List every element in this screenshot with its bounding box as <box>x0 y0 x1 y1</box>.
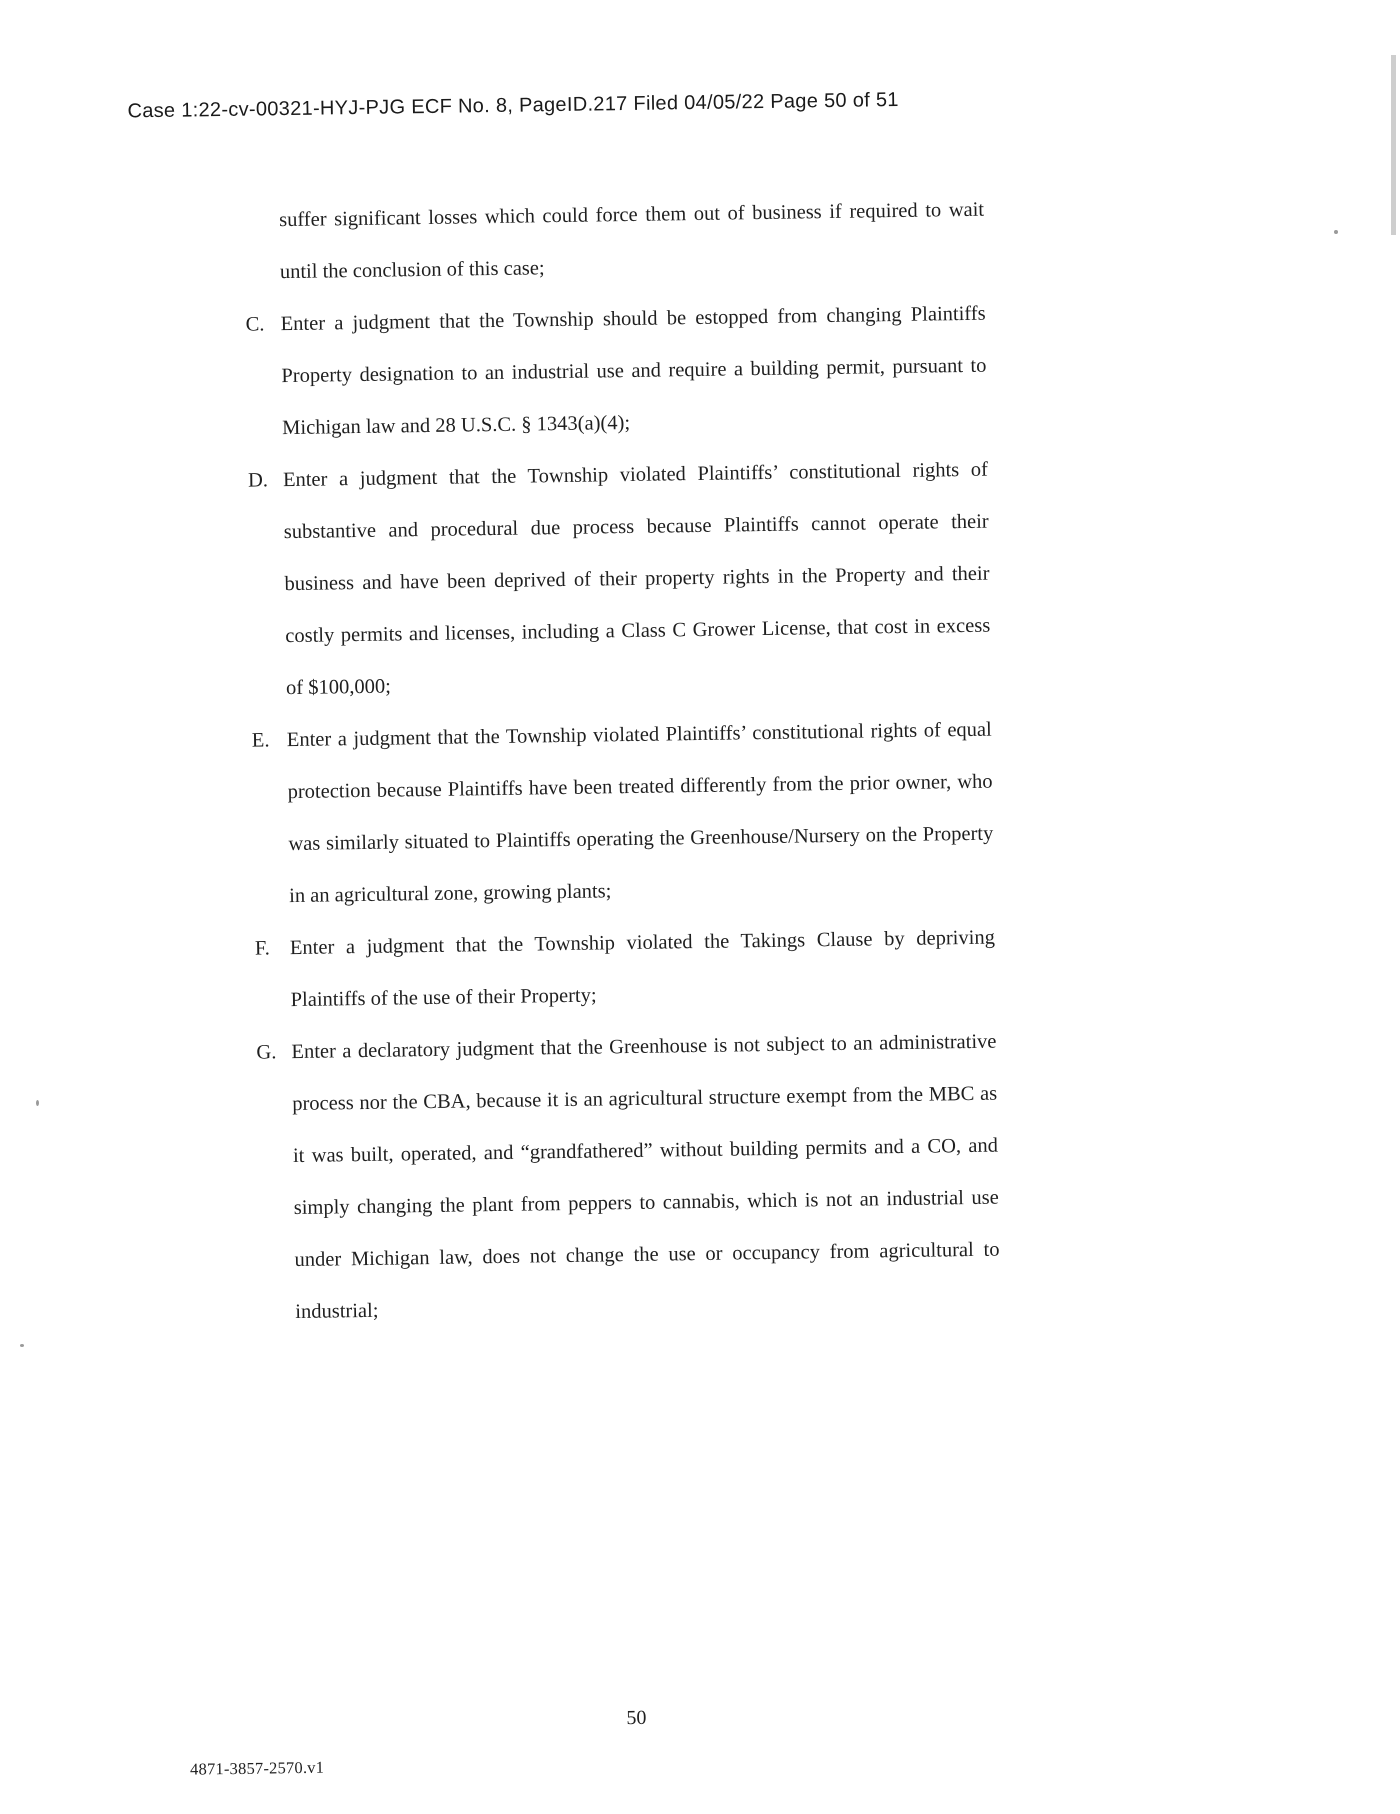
relief-item-letter: E. <box>251 729 270 752</box>
relief-item <box>251 704 994 923</box>
document-body <box>244 184 1001 1339</box>
relief-item <box>255 912 996 1027</box>
relief-item-letter: C. <box>245 313 265 336</box>
relief-item-text: Enter a declaratory judgment that the Greenhouse is not subject to an administrative process nor the CBA, because it is an agricultural structure exempt from the MBC as it was built, operated, and “grandfathered” without building permits and a CO, and simply changing the plant from peppers to cannabis, which is not an industrial use under Michigan law, does not change the use or occupancy from agricultural to industrial; <box>291 1030 1000 1324</box>
relief-item-text: Enter a judgment that the Township should be estopped from changing Plaintiffs Property designation to an industrial use and require a building permit, pursuant to Michigan law and 28 U.S.C. § 1343(a)(4); <box>280 302 987 440</box>
document-id-footer: 4871-3857-2570.v1 <box>189 1757 325 1779</box>
relief-item-text: Enter a judgment that the Township violated Plaintiffs’ constitutional rights of equal protection because Plaintiffs have been treated differently from the prior owner, who was similarly situated to Plaintiffs operating the Greenhouse/Nursery on the Property in an agricultural zone, growing plants; <box>286 718 994 908</box>
relief-list <box>245 288 1000 1339</box>
relief-item <box>256 1016 1001 1339</box>
relief-item-text: Enter a judgment that the Township violated the Takings Clause by depriving Plaintiffs of the use of their Property; <box>289 926 996 1012</box>
relief-item <box>245 288 987 455</box>
relief-item-text: Enter a judgment that the Township violated Plaintiffs’ constitutional rights of substantive and procedural due process because Plaintiffs cannot operate their business and have been deprived of their property rights in the Property and their costly permits and licenses, including a Class C Grower License, that cost in excess of $100,000; <box>282 458 991 700</box>
relief-item <box>248 444 992 715</box>
relief-item-letter: G. <box>256 1041 277 1064</box>
page-number: 50 <box>626 1706 647 1730</box>
relief-item-letter: F. <box>254 937 270 960</box>
case-header-stamp: Case 1:22-cv-00321-HYJ-PJG ECF No. 8, PageID.217 Filed 04/05/22 Page 50 of 51 <box>127 88 899 123</box>
relief-item-letter: D. <box>247 469 269 492</box>
scan-edge-artifact <box>1391 55 1396 235</box>
paragraph-continuation: suffer significant losses which could force them out of business if required to wait until the conclusion of this case; <box>278 198 985 284</box>
